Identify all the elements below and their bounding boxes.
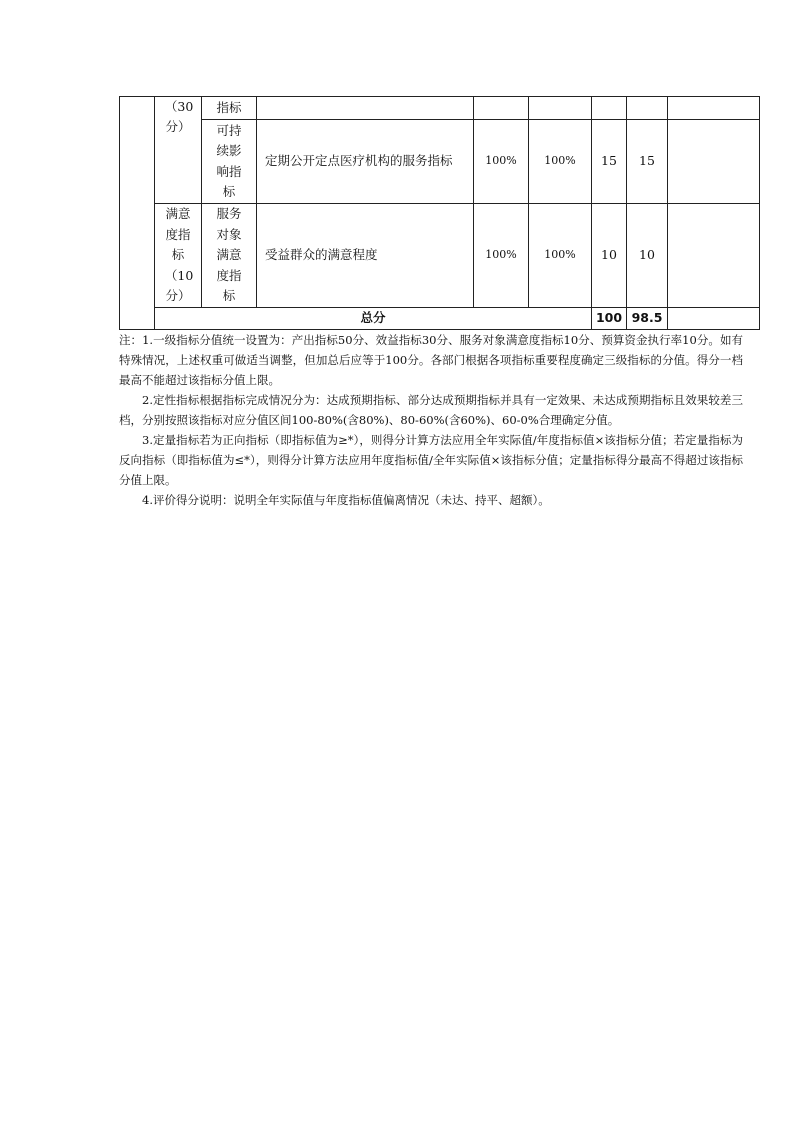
table-row <box>120 97 760 120</box>
actual-cell: 100% <box>529 120 592 204</box>
total-weight: 100 <box>592 308 627 330</box>
total-label: 总分 <box>155 308 592 330</box>
remark-cell <box>668 204 760 308</box>
level3-label: 服务对象满意度指标 <box>216 206 242 304</box>
score-cell: 15 <box>627 120 668 204</box>
table-row <box>120 120 760 204</box>
remark-cell <box>668 97 760 120</box>
table-row <box>120 204 760 308</box>
target-cell: 100% <box>474 204 529 308</box>
score-cell: 10 <box>627 204 668 308</box>
note-4: 4.评价得分说明：说明全年实际值与年度指标值偏离情况（未达、持平、超额）。 <box>142 493 550 507</box>
note-1: 注：1.一级指标分值统一设置为：产出指标50分、效益指标30分、服务对象满意度指标10分、预算资金执行率10分。如有特殊情况，上述权重可做适当调整，但加总后应等于100分。各部门根据各项指标重要程度确定三级指标的分值。得分一档最高不能超过该指标分值上限。 <box>119 333 743 387</box>
level2-label: 满意度指标（10分） <box>164 206 194 304</box>
indicator-cell: 定期公开定点医疗机构的服务指标 <box>257 120 474 204</box>
level2-cell <box>155 204 202 308</box>
level1-cell <box>120 97 155 330</box>
total-row <box>120 308 760 330</box>
target-cell <box>474 97 529 120</box>
level3-cell: 指标 <box>202 97 257 120</box>
remark-cell <box>668 120 760 204</box>
notes-section <box>119 330 743 510</box>
level3-cell <box>202 120 257 204</box>
note-2: 2.定性指标根据指标完成情况分为：达成预期指标、部分达成预期指标并具有一定效果、未达成预期指标且效果较差三档，分别按照该指标对应分值区间100-80%(含80%)、80-60%(含60%)、60-0%合理确定分值。 <box>119 393 743 427</box>
weight-cell: 10 <box>592 204 627 308</box>
level2-cell <box>155 97 202 204</box>
level3-label: 可持续影响指标 <box>216 122 242 199</box>
performance-score-table <box>119 96 760 330</box>
actual-cell <box>529 97 592 120</box>
weight-cell <box>592 97 627 120</box>
actual-cell: 100% <box>529 204 592 308</box>
note-3: 3.定量指标若为正向指标（即指标值为≥*），则得分计算方法应用全年实际值/年度指标值×该指标分值；若定量指标为反向指标（即指标值为≤*），则得分计算方法应用年度指标值/全年实际值×该指标分值；定量指标得分最高不得超过该指标分值上限。 <box>119 433 743 487</box>
indicator-cell <box>257 97 474 120</box>
total-remark <box>668 308 760 330</box>
target-cell: 100% <box>474 120 529 204</box>
level3-cell <box>202 204 257 308</box>
weight-cell: 15 <box>592 120 627 204</box>
score-cell <box>627 97 668 120</box>
level2-label: （30分） <box>164 99 194 134</box>
total-score: 98.5 <box>627 308 668 330</box>
indicator-cell: 受益群众的满意程度 <box>257 204 474 308</box>
